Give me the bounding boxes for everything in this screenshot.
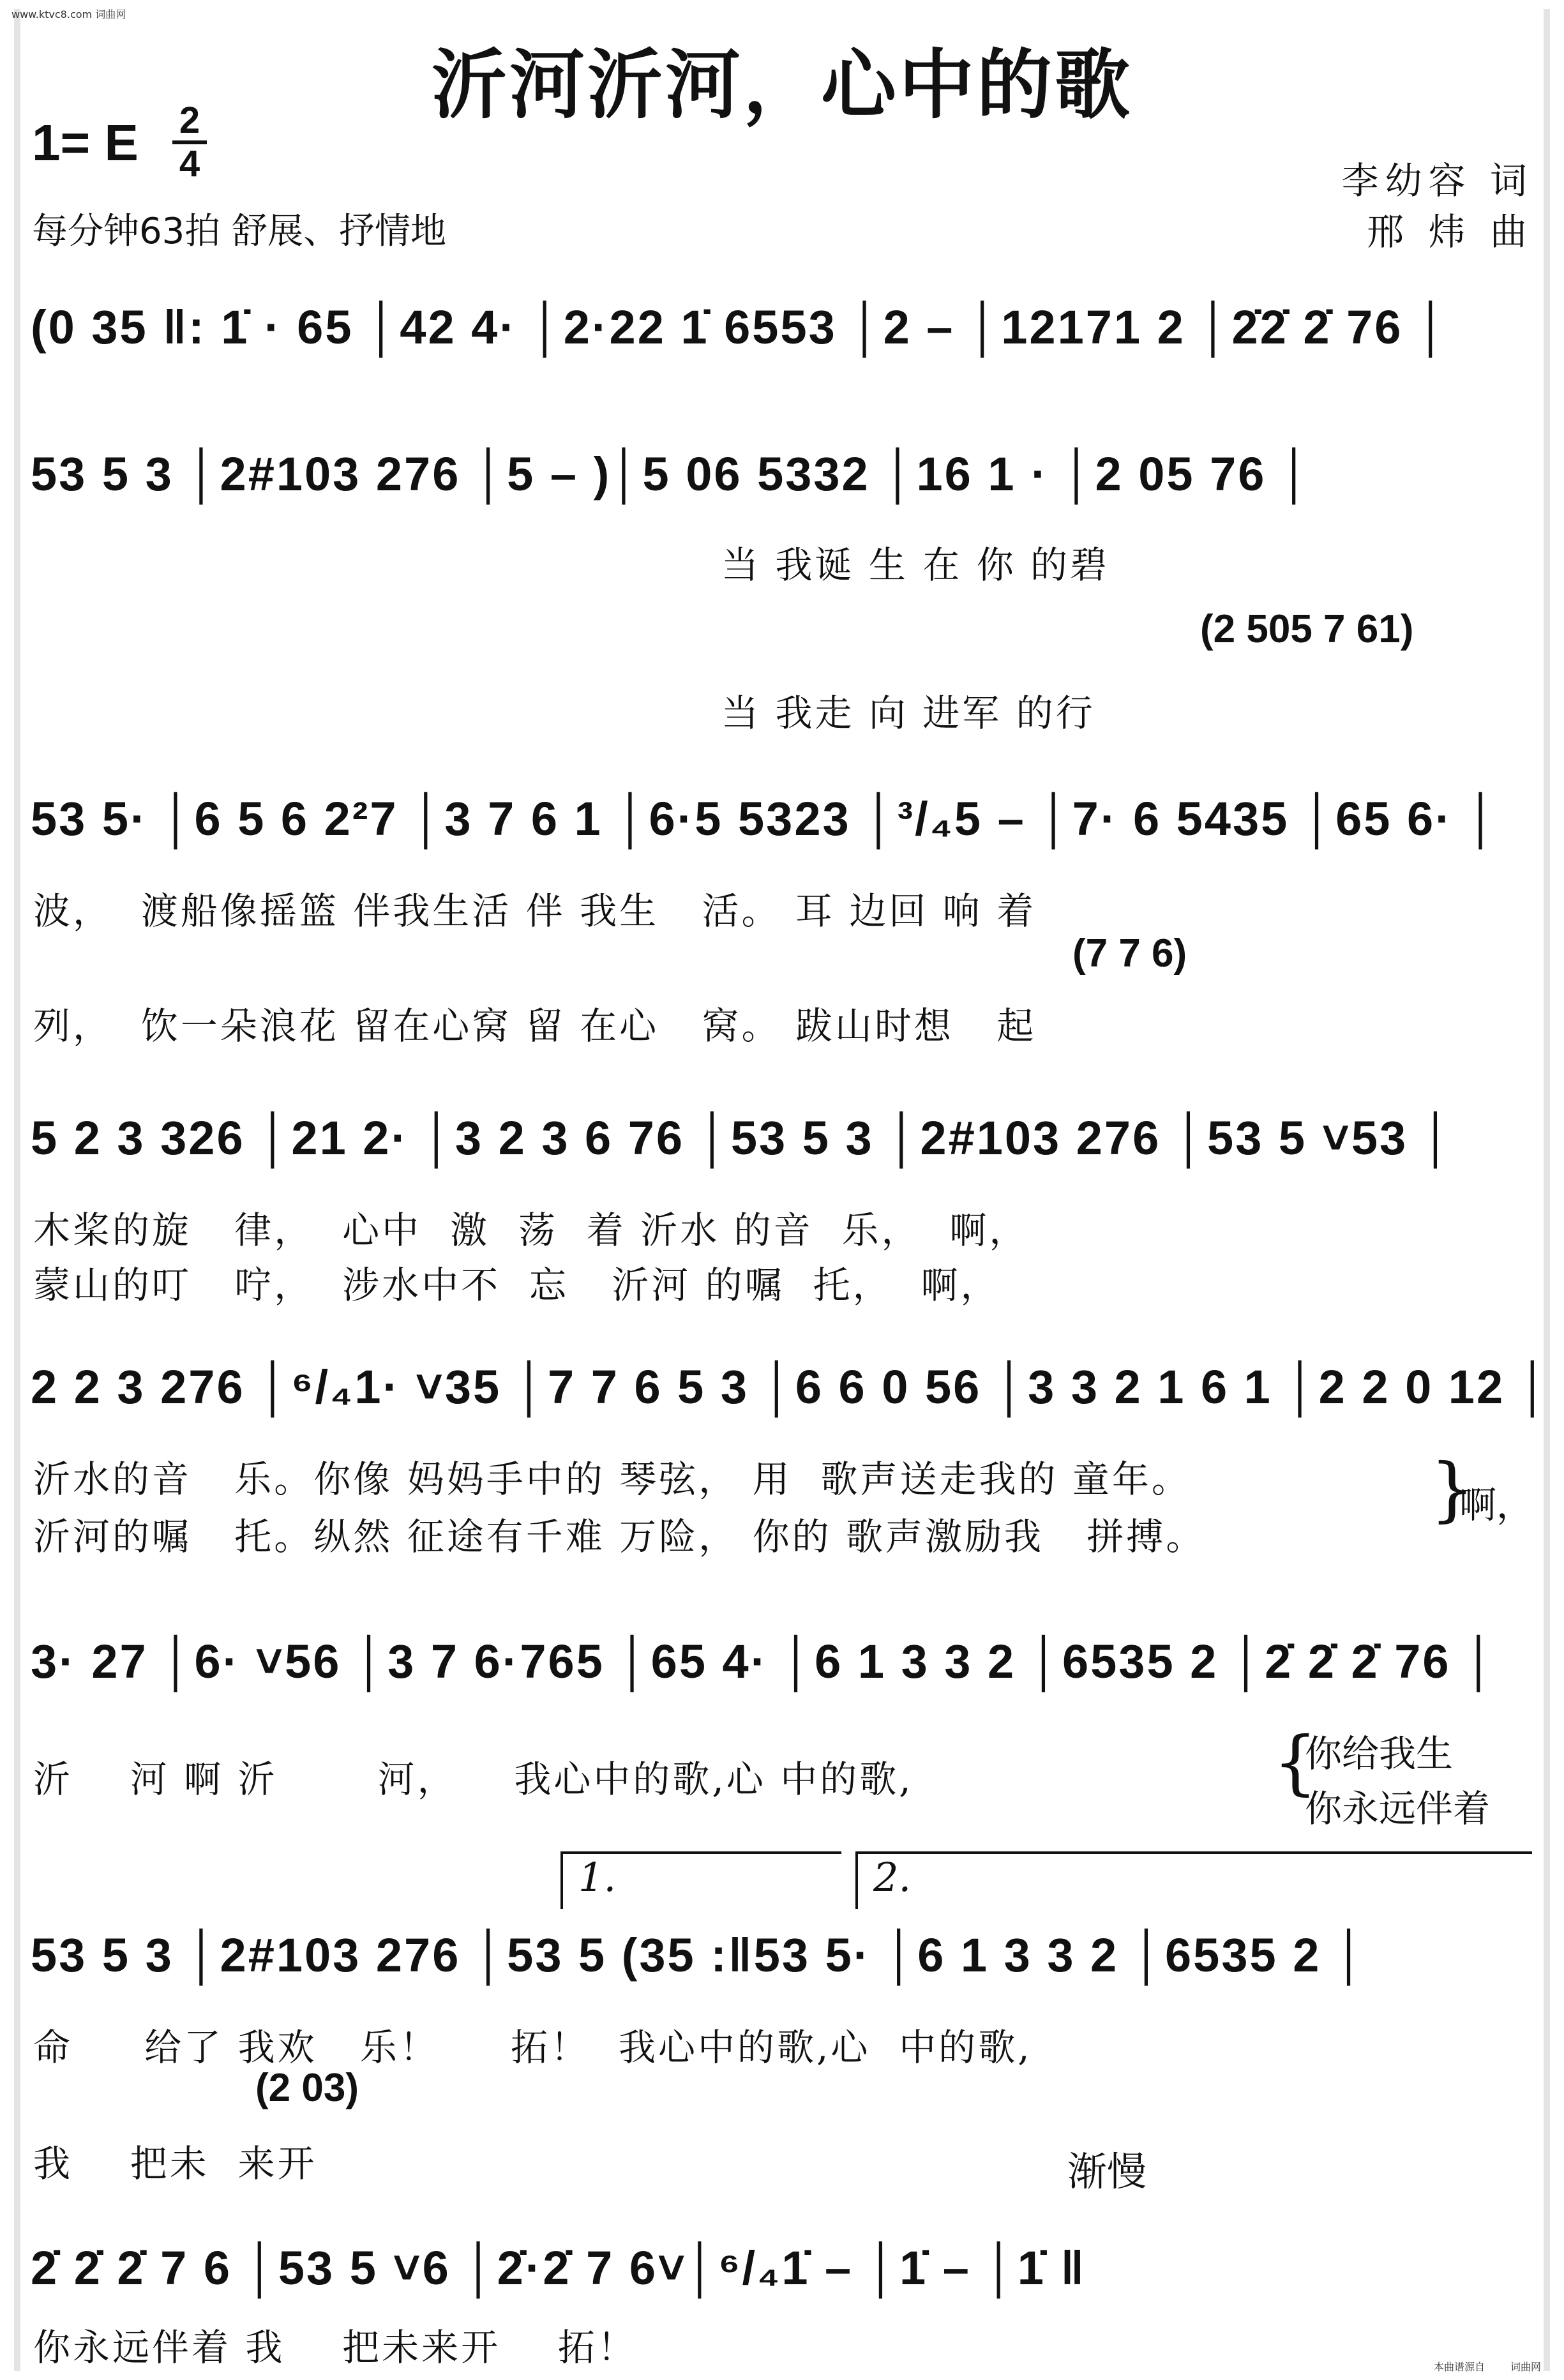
site-watermark-top: www.ktvc8.com 词曲网 <box>11 8 126 20</box>
verse-brace-1: } <box>1430 1448 1475 1530</box>
score-row-1: (0 35 ‖: 1̇ · 65 │42 4· │2·22 1̇ 6553 │2 – │12171 2 │2̇2̇ 2̇ 76 │ <box>31 301 1450 354</box>
site-name: 词曲网 <box>1510 2361 1541 2373</box>
verse-brace-2: { <box>1273 1721 1318 1803</box>
lyricist-credit: 李幼容 词 <box>1341 159 1533 202</box>
source-label: 本曲谱源自 <box>1433 2361 1485 2373</box>
tempo-change-mark: 渐慢 <box>1067 2148 1147 2195</box>
lyric-row-6: 沂 河 啊 沂 河， 我心中的歌,心 中的歌, <box>33 1758 914 1801</box>
key-signature: 1= E <box>32 114 139 171</box>
lyric-row-4-verse-1: 木桨的旋 律， 心中 激 荡 着 沂水 的音 乐， 啊， <box>33 1209 1029 1252</box>
brace-lyric-ah: 啊， <box>1459 1483 1534 1526</box>
score-row-2: 53 5 3 │2#103 276 │5 – )│5 06 5332 │16 1 · │2 05 76 │ <box>31 448 1313 501</box>
meter-top: 2 <box>179 100 200 141</box>
lyric-row-3-verse-1: 波， 渡船像摇篮 伴我生活 伴 我生 活。 耳 边回 响 着 <box>33 889 1037 933</box>
brace-lyric-1: 你给我生 <box>1305 1732 1454 1775</box>
second-ending: 2. <box>855 1851 1532 1909</box>
song-title: 沂河沂河，心中的歌 <box>431 40 1132 129</box>
brace-lyric-2: 你永远伴着 <box>1305 1787 1491 1830</box>
first-ending: 1. <box>560 1851 841 1909</box>
lyric-row-7-verse-1: 命 给了 我欢 乐！ 拓！ 我心中的歌,心 中的歌, <box>33 2026 1032 2069</box>
lyric-row-4-verse-2: 蒙山的叮 咛， 涉水中不 忘 沂河 的嘱 托， 啊， <box>33 1263 1000 1307</box>
site-watermark-bottom <box>1408 2359 1541 2374</box>
score-row-3: 53 5· │6 5 6 2²7 │3 7 6 1 │6·5 5323 │³/₄5 – │7· 6 5435 │65 6· │ <box>31 792 1500 845</box>
insertion-2: (7 7 6) <box>1072 931 1187 975</box>
insertion-1: (2 505 7 61) <box>1200 607 1414 651</box>
lyric-row-3-verse-2: 列， 饮一朵浪花 留在心窝 留 在心 窝。 跋山时想 起 <box>33 1004 1037 1048</box>
lyric-row-2-verse-2: 当 我走 向 进军 的行 <box>721 691 1095 735</box>
composer-credit: 邢 炜 曲 <box>1367 210 1533 253</box>
score-row-5: 2 2 3 276 │⁶/₄1· ˅35 │7 7 6 5 3 │6 6 0 56 │3 3 2 1 6 1 │2 2 0 12 │ <box>31 1360 1551 1413</box>
tempo-marking: 每分钟63拍 舒展、抒情地 <box>32 211 447 252</box>
score-row-4: 5 2 3 326 │21 2· │3 2 3 6 76 │53 5 3 │2#103 276 │53 5 ˅53 │ <box>31 1111 1454 1164</box>
time-signature <box>172 102 207 183</box>
insertion-3: (2 03) <box>255 2066 359 2110</box>
lyric-row-2-verse-1: 当 我诞 生 在 你 的碧 <box>721 543 1110 587</box>
lyric-row-8: 你永远伴着 我 把未来开 拓！ <box>33 2326 637 2369</box>
meter-bottom: 4 <box>179 143 200 185</box>
score-row-6: 3· 27 │6· ˅56 │3 7 6·765 │65 4· │6 1 3 3 2 │6535 2 │2̇ 2̇ 2̇ 76 │ <box>31 1635 1498 1688</box>
score-row-7: 53 5 3 │2#103 276 │53 5 (35 :‖53 5· │6 1 3 3 2 │6535 2 │ <box>31 1929 1368 1982</box>
lyric-row-5-verse-1: 沂水的音 乐。你像 妈妈手中的 琴弦， 用 歌声送走我的 童年。 <box>33 1457 1191 1501</box>
page-frame <box>14 9 1550 2371</box>
score-row-8: 2̇ 2̇ 2̇ 7 6 │53 5 ˅6 │2̇·2̇ 7 6˅│⁶/₄1̇ – │1̇ – │1̇ ‖ <box>31 2241 1087 2294</box>
lyric-row-5-verse-2: 沂河的嘱 托。纵然 征途有千难 万险， 你的 歌声激励我 拼搏。 <box>33 1515 1206 1558</box>
lyric-row-7-verse-2: 我 把未 来开 <box>33 2142 317 2185</box>
